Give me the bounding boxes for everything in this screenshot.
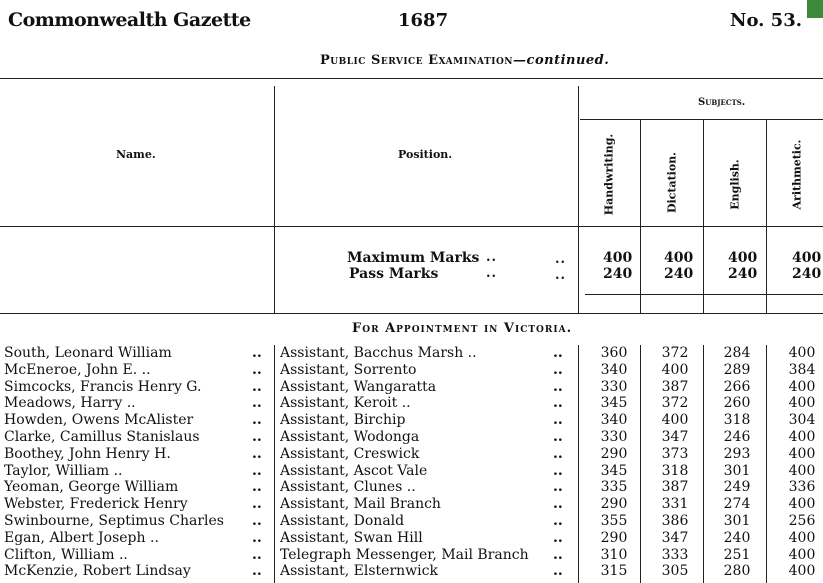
table-row xyxy=(0,446,823,463)
score-english: 318 xyxy=(723,412,751,429)
issue-number: No. 53. xyxy=(730,10,802,31)
score-arithmetic: 400 xyxy=(788,546,816,563)
score-handwriting: 335 xyxy=(600,479,628,496)
section-title-main: Public Service Examination xyxy=(320,53,514,68)
candidate-position: Assistant, Wangaratta xyxy=(280,378,437,395)
score-dictation: 372 xyxy=(661,345,689,361)
score-handwriting: 345 xyxy=(600,462,628,479)
maximum-dictation: 400 xyxy=(664,250,694,266)
candidate-name: Yeoman, George William xyxy=(4,479,179,496)
score-dictation: 318 xyxy=(661,462,689,479)
score-handwriting: 340 xyxy=(600,412,628,429)
score-english: 251 xyxy=(723,546,751,563)
position-leader-dots: .. xyxy=(553,479,563,496)
table-row xyxy=(0,479,823,496)
maximum-marks-dots-2: .. xyxy=(555,252,567,267)
maximum-english: 400 xyxy=(728,250,758,266)
score-dictation: 305 xyxy=(661,563,689,580)
candidate-position: Assistant, Birchip xyxy=(280,412,406,429)
pass-arithmetic: 240 xyxy=(792,266,822,282)
score-arithmetic: 304 xyxy=(788,412,816,429)
score-dictation: 387 xyxy=(661,479,689,496)
name-leader-dots: .. xyxy=(252,412,262,429)
score-handwriting: 360 xyxy=(600,345,628,361)
position-leader-dots: .. xyxy=(553,361,563,378)
name-leader-dots: .. xyxy=(252,462,262,479)
table-section-rule xyxy=(0,313,823,314)
name-leader-dots: .. xyxy=(252,428,262,445)
score-english: 274 xyxy=(723,496,751,513)
score-dictation: 386 xyxy=(661,512,689,529)
score-handwriting: 340 xyxy=(600,361,628,378)
name-leader-dots: .. xyxy=(252,563,262,580)
name-leader-dots: .. xyxy=(252,395,262,412)
candidate-position: Assistant, Swan Hill xyxy=(280,529,423,546)
score-english: 266 xyxy=(723,378,751,395)
position-leader-dots: .. xyxy=(553,345,563,361)
name-leader-dots: .. xyxy=(252,445,262,462)
candidate-position: Assistant, Sorrento xyxy=(280,361,417,378)
group-title: For Appointment in Victoria. xyxy=(352,321,573,336)
candidate-position: Assistant, Donald xyxy=(280,512,405,529)
candidate-name: Webster, Frederick Henry xyxy=(4,496,188,513)
score-english: 293 xyxy=(723,445,751,462)
score-dictation: 333 xyxy=(661,546,689,563)
maximum-handwriting: 400 xyxy=(603,250,633,266)
table-row xyxy=(0,563,823,580)
table-top-rule xyxy=(0,78,823,79)
position-leader-dots: .. xyxy=(553,563,563,580)
score-handwriting: 290 xyxy=(600,529,628,546)
candidate-position: Assistant, Elsternwick xyxy=(280,563,438,580)
section-title xyxy=(320,53,609,68)
score-dictation: 373 xyxy=(661,445,689,462)
column-header-name: Name. xyxy=(116,148,156,161)
position-leader-dots: .. xyxy=(553,428,563,445)
candidate-name: Howden, Owens McAlister xyxy=(4,412,194,429)
name-leader-dots: .. xyxy=(252,345,262,361)
score-handwriting: 355 xyxy=(600,512,628,529)
pass-marks-dots-2: .. xyxy=(555,268,567,283)
column-header-position: Position. xyxy=(398,148,453,161)
divider-position-subjects xyxy=(578,86,579,313)
position-leader-dots: .. xyxy=(553,546,563,563)
score-dictation: 347 xyxy=(661,529,689,546)
score-english: 289 xyxy=(723,361,751,378)
candidate-name: Egan, Albert Joseph .. xyxy=(4,529,159,546)
table-row xyxy=(0,530,823,547)
corner-marker-icon xyxy=(807,0,823,18)
score-handwriting: 310 xyxy=(600,546,628,563)
score-dictation: 372 xyxy=(661,395,689,412)
position-leader-dots: .. xyxy=(553,529,563,546)
table-row xyxy=(0,345,823,362)
column-header-handwriting: Handwriting. xyxy=(602,133,616,216)
score-english: 280 xyxy=(723,563,751,580)
score-dictation: 387 xyxy=(661,378,689,395)
divider-sub-3 xyxy=(766,120,767,313)
candidate-name: McEnerоe, John E. .. xyxy=(4,361,151,378)
table-row xyxy=(0,395,823,412)
candidate-name: Boothey, John Henry H. xyxy=(4,445,171,462)
name-leader-dots: .. xyxy=(252,378,262,395)
name-leader-dots: .. xyxy=(252,529,262,546)
table-row xyxy=(0,429,823,446)
score-english: 246 xyxy=(723,428,751,445)
maximum-arithmetic: 400 xyxy=(792,250,822,266)
candidate-position: Telegraph Messenger, Mail Branch xyxy=(280,546,529,563)
position-leader-dots: .. xyxy=(553,445,563,462)
score-english: 301 xyxy=(723,462,751,479)
score-arithmetic: 384 xyxy=(788,361,816,378)
table-row xyxy=(0,547,823,564)
position-leader-dots: .. xyxy=(553,496,563,513)
score-arithmetic: 400 xyxy=(788,345,816,361)
header-bottom-rule xyxy=(0,226,823,227)
score-english: 260 xyxy=(723,395,751,412)
score-english: 249 xyxy=(723,479,751,496)
candidate-name: Meadows, Harry .. xyxy=(4,395,136,412)
score-arithmetic: 400 xyxy=(788,563,816,580)
divider-sub-1 xyxy=(640,120,641,313)
candidate-position: Assistant, Ascot Vale xyxy=(280,462,428,479)
pass-english: 240 xyxy=(728,266,758,282)
position-leader-dots: .. xyxy=(553,462,563,479)
position-leader-dots: .. xyxy=(553,395,563,412)
name-leader-dots: .. xyxy=(252,496,262,513)
publication-title: Commonwealth Gazette xyxy=(8,9,251,31)
score-handwriting: 315 xyxy=(600,563,628,580)
candidate-name: McKenzie, Robert Lindsay xyxy=(4,563,191,580)
column-header-arithmetic: Arithmetic. xyxy=(790,139,804,210)
maximum-marks-label: Maximum Marks xyxy=(347,250,480,266)
score-dictation: 400 xyxy=(661,412,689,429)
name-leader-dots: .. xyxy=(252,361,262,378)
score-arithmetic: 400 xyxy=(788,428,816,445)
table-row xyxy=(0,463,823,480)
table-row xyxy=(0,412,823,429)
pass-dictation: 240 xyxy=(664,266,694,282)
pass-marks-label: Pass Marks xyxy=(349,266,439,282)
score-arithmetic: 400 xyxy=(788,462,816,479)
score-arithmetic: 400 xyxy=(788,395,816,412)
score-handwriting: 345 xyxy=(600,395,628,412)
table-row xyxy=(0,362,823,379)
candidate-position: Assistant, Bacchus Marsh .. xyxy=(280,345,477,361)
score-handwriting: 330 xyxy=(600,378,628,395)
table-row xyxy=(0,496,823,513)
maximum-marks-dots: .. xyxy=(486,250,498,265)
candidate-position: Assistant, Keroit .. xyxy=(280,395,411,412)
name-leader-dots: .. xyxy=(252,479,262,496)
divider-name-position xyxy=(274,86,275,313)
divider-sub-2 xyxy=(703,120,704,313)
score-arithmetic: 400 xyxy=(788,445,816,462)
candidate-name: South, Leonard William xyxy=(4,345,172,361)
candidate-name: Clifton, William .. xyxy=(4,546,128,563)
score-handwriting: 290 xyxy=(600,445,628,462)
score-arithmetic: 400 xyxy=(788,529,816,546)
marks-bottom-rule xyxy=(585,294,823,295)
score-arithmetic: 400 xyxy=(788,496,816,513)
pass-handwriting: 240 xyxy=(603,266,633,282)
column-header-dictation: Dictation. xyxy=(665,151,679,214)
section-title-suffix: —continued. xyxy=(513,53,610,68)
position-leader-dots: .. xyxy=(553,378,563,395)
score-english: 284 xyxy=(723,345,751,361)
score-english: 301 xyxy=(723,512,751,529)
candidate-position: Assistant, Wodonga xyxy=(280,428,420,445)
name-leader-dots: .. xyxy=(252,546,262,563)
score-arithmetic: 256 xyxy=(788,512,816,529)
score-dictation: 347 xyxy=(661,428,689,445)
score-english: 240 xyxy=(723,529,751,546)
candidate-name: Swinbourne, Septimus Charles xyxy=(4,512,224,529)
column-header-english: English. xyxy=(728,159,742,210)
pass-marks-dots: .. xyxy=(486,266,498,281)
score-handwriting: 290 xyxy=(600,496,628,513)
candidate-name: Simcocks, Francis Henry G. xyxy=(4,378,202,395)
candidate-position: Assistant, Mail Branch xyxy=(280,496,441,513)
subjects-rule xyxy=(580,119,823,120)
position-leader-dots: .. xyxy=(553,412,563,429)
score-dictation: 400 xyxy=(661,361,689,378)
candidate-list xyxy=(0,345,823,580)
score-handwriting: 330 xyxy=(600,428,628,445)
page-number: 1687 xyxy=(398,10,449,31)
score-arithmetic: 400 xyxy=(788,378,816,395)
candidate-name: Clarke, Camillus Stanislaus xyxy=(4,428,200,445)
column-header-subjects: Subjects. xyxy=(698,97,746,108)
table-row xyxy=(0,513,823,530)
name-leader-dots: .. xyxy=(252,512,262,529)
candidate-position: Assistant, Clunes .. xyxy=(280,479,416,496)
candidate-name: Taylor, William .. xyxy=(4,462,123,479)
score-arithmetic: 336 xyxy=(788,479,816,496)
position-leader-dots: .. xyxy=(553,512,563,529)
table-row xyxy=(0,379,823,396)
candidate-position: Assistant, Creswick xyxy=(280,445,420,462)
score-dictation: 331 xyxy=(661,496,689,513)
